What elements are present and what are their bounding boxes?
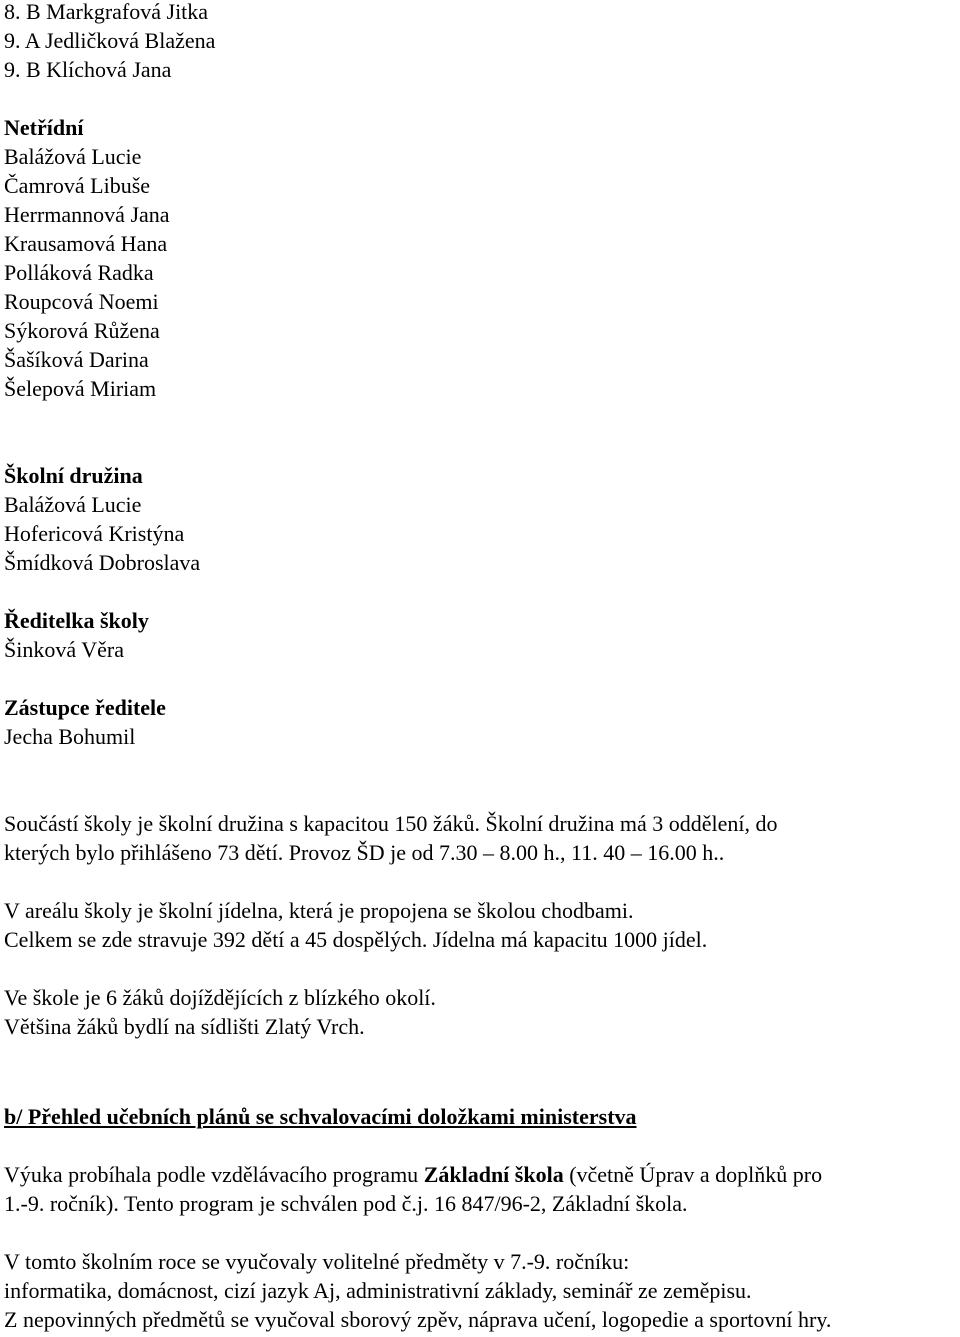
list-item: 8. B Markgrafová Jitka	[4, 0, 209, 24]
section-b	[4, 1102, 956, 1131]
info-paragraph-druzina	[4, 809, 956, 867]
list-item: Roupcová Noemi	[4, 289, 159, 314]
paragraph-line: Ve škole je 6 žáků dojíždějících z blízkého okolí.	[4, 985, 436, 1010]
paragraph-line: 1.-9. ročník). Tento program je schválen pod č.j. 16 847/96-2, Základní škola.	[4, 1191, 688, 1216]
section-b-heading: b/ Přehled učebních plánů se schvalovacími doložkami ministerstva	[4, 1104, 637, 1129]
list-item: Hofericová Kristýna	[4, 521, 185, 546]
list-item: Čamrová Libuše	[4, 173, 151, 198]
class-teacher-list	[4, 0, 956, 84]
section-b-paragraph-program	[4, 1160, 956, 1218]
info-paragraph-jidelna	[4, 896, 956, 954]
list-item: Balážová Lucie	[4, 492, 142, 517]
paragraph-line: V areálu školy je školní jídelna, která je propojena se školou chodbami.	[4, 898, 634, 923]
list-item: Herrmannová Jana	[4, 202, 170, 227]
section-heading: Školní družina	[4, 463, 143, 488]
paragraph-line: Celkem se zde stravuje 392 dětí a 45 dospělých. Jídelna má kapacitu 1000 jídel.	[4, 927, 708, 952]
section-heading: Ředitelka školy	[4, 608, 149, 633]
program-name: Základní škola	[423, 1162, 564, 1187]
list-item: 9. A Jedličková Blažena	[4, 28, 216, 53]
section-netridni	[4, 113, 956, 403]
section-heading: Netřídní	[4, 115, 84, 140]
list-item: Šašíková Darina	[4, 347, 149, 372]
paragraph-line: Součástí školy je školní družina s kapacitou 150 žáků. Školní družina má 3 oddělení, do	[4, 811, 778, 836]
paragraph-text: Výuka probíhala podle vzdělávacího programu	[4, 1162, 424, 1187]
paragraph-line	[4, 1160, 956, 1189]
list-item: Krausamová Hana	[4, 231, 168, 256]
section-reditelka	[4, 606, 956, 664]
paragraph-line: V tomto školním roce se vyučovaly volitelné předměty v 7.-9. ročníku:	[4, 1249, 630, 1274]
paragraph-text: (včetně Úprav a doplňků pro	[563, 1162, 823, 1187]
section-zastupce	[4, 693, 956, 751]
paragraph-line: informatika, domácnost, cizí jazyk Aj, administrativní základy, seminář ze zeměpisu.	[4, 1278, 752, 1303]
info-paragraph-dojizdeni	[4, 983, 956, 1041]
list-item: 9. B Klíchová Jana	[4, 57, 172, 82]
list-item: Šelepová Miriam	[4, 376, 157, 401]
list-item: Šmídková Dobroslava	[4, 550, 201, 575]
paragraph-line: Většina žáků bydlí na sídlišti Zlatý Vrch.	[4, 1014, 365, 1039]
paragraph-line: Z nepovinných předmětů se vyučoval sborový zpěv, náprava učení, logopedie a sportovní hry.	[4, 1307, 832, 1332]
list-item: Balážová Lucie	[4, 144, 142, 169]
section-heading: Zástupce ředitele	[4, 695, 166, 720]
section-skolni-druzina	[4, 461, 956, 577]
document-page	[4, 0, 956, 1334]
list-item: Sýkorová Růžena	[4, 318, 160, 343]
paragraph-line: kterých bylo přihlášeno 73 dětí. Provoz ŠD je od 7.30 – 8.00 h., 11. 40 – 16.00 h..	[4, 840, 725, 865]
list-item: Šinková Věra	[4, 637, 124, 662]
list-item: Jecha Bohumil	[4, 724, 136, 749]
section-b-paragraph-predmety	[4, 1247, 956, 1334]
list-item: Polláková Radka	[4, 260, 154, 285]
